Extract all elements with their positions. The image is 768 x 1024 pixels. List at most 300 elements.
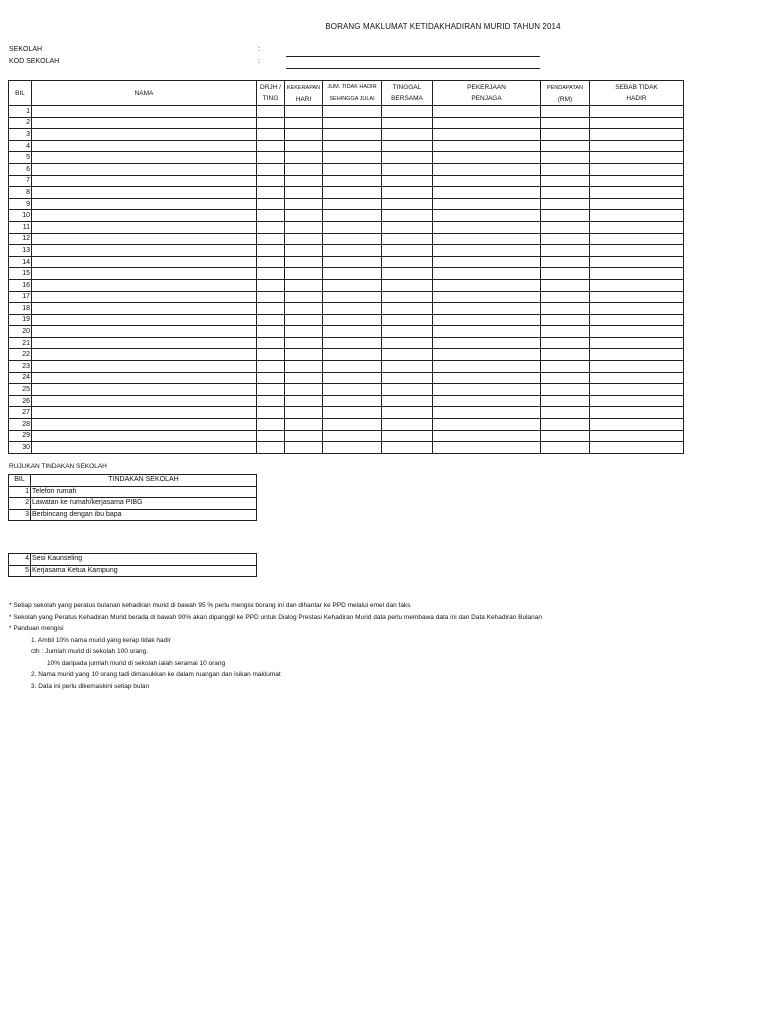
table-cell[interactable] [541,140,590,152]
table-cell[interactable] [590,268,684,280]
table-cell[interactable] [382,256,433,268]
table-cell[interactable] [382,221,433,233]
table-cell[interactable] [433,349,541,361]
table-cell[interactable] [257,152,285,164]
table-cell[interactable] [590,175,684,187]
table-cell[interactable] [285,140,323,152]
kod-sekolah-label: KOD SEKOLAH [9,58,60,65]
row-number: 2 [9,117,32,129]
table-cell[interactable] [285,210,323,222]
table-cell[interactable] [323,314,382,326]
table-cell[interactable] [433,129,541,141]
table-cell[interactable] [285,349,323,361]
row-number: 25 [9,384,32,396]
table-cell[interactable] [257,291,285,303]
table-cell[interactable] [382,245,433,257]
tindakan-header-text: TINDAKAN SEKOLAH [31,475,257,487]
table-cell[interactable] [433,279,541,291]
table-cell[interactable] [541,407,590,419]
table-cell[interactable] [32,152,257,164]
table-cell[interactable] [590,210,684,222]
table-cell[interactable] [590,291,684,303]
table-cell[interactable] [323,395,382,407]
table-cell[interactable] [32,129,257,141]
table-cell[interactable] [257,117,285,129]
table-cell[interactable] [382,395,433,407]
table-cell[interactable] [433,152,541,164]
table-cell[interactable] [257,349,285,361]
table-cell[interactable] [541,187,590,199]
row-number: 3 [9,129,32,141]
row-number: 14 [9,256,32,268]
table-cell[interactable] [285,314,323,326]
table-cell[interactable] [433,198,541,210]
table-row [9,117,684,129]
row-number: 29 [9,430,32,442]
table-cell[interactable] [257,395,285,407]
table-cell[interactable] [285,279,323,291]
table-cell[interactable] [590,163,684,175]
table-cell[interactable] [590,384,684,396]
table-cell[interactable] [257,279,285,291]
table-cell[interactable] [32,407,257,419]
table-cell[interactable] [323,384,382,396]
table-cell[interactable] [257,314,285,326]
table-cell[interactable] [382,279,433,291]
row-number: 21 [9,337,32,349]
table-cell[interactable] [323,303,382,315]
table-cell[interactable] [32,117,257,129]
table-cell[interactable] [257,384,285,396]
table-cell[interactable] [382,419,433,431]
kod-sekolah-field-line [286,68,540,69]
table-cell[interactable] [257,140,285,152]
table-cell[interactable] [257,198,285,210]
table-cell[interactable] [323,419,382,431]
table-cell[interactable] [32,187,257,199]
table-cell[interactable] [323,279,382,291]
table-cell[interactable] [541,291,590,303]
table-cell[interactable] [323,337,382,349]
table-cell[interactable] [323,442,382,454]
table-cell[interactable] [590,129,684,141]
table-cell[interactable] [382,384,433,396]
table-cell[interactable] [323,221,382,233]
tindakan-text: Kerjasama Ketua Kampung [31,565,257,577]
table-cell[interactable] [32,233,257,245]
table-cell[interactable] [32,314,257,326]
table-cell[interactable] [433,163,541,175]
table-cell[interactable] [590,303,684,315]
table-cell[interactable] [285,129,323,141]
table-cell[interactable] [382,140,433,152]
table-cell[interactable] [285,361,323,373]
table-cell[interactable] [541,384,590,396]
table-cell[interactable] [541,361,590,373]
header-drjh: DRJH / TING [257,81,285,106]
table-cell[interactable] [257,187,285,199]
table-cell[interactable] [285,372,323,384]
table-row [9,268,684,280]
table-cell[interactable] [382,268,433,280]
table-cell[interactable] [433,140,541,152]
table-cell[interactable] [323,361,382,373]
table-cell[interactable] [323,372,382,384]
table-row [9,175,684,187]
table-cell[interactable] [323,349,382,361]
table-cell[interactable] [541,349,590,361]
row-number: 20 [9,326,32,338]
table-cell[interactable] [382,407,433,419]
table-cell[interactable] [32,245,257,257]
table-cell[interactable] [433,337,541,349]
table-cell[interactable] [32,198,257,210]
table-cell[interactable] [285,268,323,280]
table-cell[interactable] [323,198,382,210]
table-cell[interactable] [433,419,541,431]
table-cell[interactable] [433,291,541,303]
table-cell[interactable] [285,430,323,442]
table-cell[interactable] [257,256,285,268]
table-cell[interactable] [541,314,590,326]
table-row [9,326,684,338]
table-cell[interactable] [541,395,590,407]
table-cell[interactable] [541,430,590,442]
table-row [9,256,684,268]
table-cell[interactable] [323,152,382,164]
table-cell[interactable] [285,303,323,315]
table-row [9,210,684,222]
table-cell[interactable] [433,303,541,315]
table-cell[interactable] [257,175,285,187]
table-cell[interactable] [323,291,382,303]
table-row [9,163,684,175]
tindakan-row [9,486,257,498]
notes-block [9,600,542,692]
table-cell[interactable] [323,163,382,175]
table-cell[interactable] [590,407,684,419]
table-cell[interactable] [541,442,590,454]
table-cell[interactable] [382,198,433,210]
table-cell[interactable] [433,233,541,245]
table-cell[interactable] [382,117,433,129]
table-cell[interactable] [433,221,541,233]
table-cell[interactable] [541,279,590,291]
table-cell[interactable] [382,163,433,175]
table-cell[interactable] [32,361,257,373]
table-cell[interactable] [590,372,684,384]
rujukan-title: RUJUKAN TINDAKAN SEKOLAH [9,463,107,470]
table-cell[interactable] [541,245,590,257]
table-cell[interactable] [32,268,257,280]
table-cell[interactable] [590,152,684,164]
table-cell[interactable] [257,442,285,454]
table-cell[interactable] [541,326,590,338]
table-cell[interactable] [323,106,382,118]
table-cell[interactable] [590,442,684,454]
table-cell[interactable] [590,337,684,349]
table-cell[interactable] [323,187,382,199]
table-cell[interactable] [382,430,433,442]
table-cell[interactable] [323,407,382,419]
table-cell[interactable] [541,163,590,175]
table-cell[interactable] [590,279,684,291]
table-cell[interactable] [32,326,257,338]
table-cell[interactable] [257,337,285,349]
table-row [9,372,684,384]
table-cell[interactable] [285,291,323,303]
table-cell[interactable] [323,430,382,442]
table-cell[interactable] [382,106,433,118]
table-cell[interactable] [382,349,433,361]
table-cell[interactable] [541,175,590,187]
table-cell[interactable] [323,268,382,280]
table-cell[interactable] [285,419,323,431]
table-cell[interactable] [541,106,590,118]
absence-table [8,80,684,454]
sekolah-field-line [286,56,540,57]
row-number: 18 [9,303,32,315]
table-cell[interactable] [32,430,257,442]
row-number: 9 [9,198,32,210]
table-cell[interactable] [285,326,323,338]
table-cell[interactable] [257,233,285,245]
row-number: 8 [9,187,32,199]
table-cell[interactable] [32,349,257,361]
table-cell[interactable] [257,430,285,442]
table-cell[interactable] [433,187,541,199]
table-cell[interactable] [32,256,257,268]
table-cell[interactable] [32,210,257,222]
table-cell[interactable] [382,129,433,141]
table-cell[interactable] [285,233,323,245]
table-cell[interactable] [590,245,684,257]
table-cell[interactable] [32,279,257,291]
table-cell[interactable] [590,430,684,442]
table-cell[interactable] [382,175,433,187]
table-cell[interactable] [433,117,541,129]
table-cell[interactable] [541,198,590,210]
table-row [9,395,684,407]
table-cell[interactable] [382,152,433,164]
table-cell[interactable] [590,419,684,431]
row-number: 6 [9,163,32,175]
table-cell[interactable] [285,221,323,233]
table-cell[interactable] [323,210,382,222]
table-cell[interactable] [32,384,257,396]
note-2: * Sekolah yang Peratus Kehadiran Murid berada di bawah 90% akan dipanggil ke PPD untuk Dialog Prestasi Kehadiran Murid data perlu membawa data ini dan Data Kehadiran Bulanan [9,613,542,621]
row-number: 24 [9,372,32,384]
tindakan-text: Telefon rumah [31,486,257,498]
table-cell[interactable] [590,117,684,129]
table-cell[interactable] [285,163,323,175]
table-cell[interactable] [323,117,382,129]
table-cell[interactable] [285,187,323,199]
row-number: 12 [9,233,32,245]
table-cell[interactable] [541,221,590,233]
table-cell[interactable] [541,268,590,280]
table-cell[interactable] [32,106,257,118]
table-cell[interactable] [32,163,257,175]
table-cell[interactable] [382,314,433,326]
table-cell[interactable] [590,106,684,118]
table-row [9,349,684,361]
table-cell[interactable] [257,326,285,338]
table-cell[interactable] [433,361,541,373]
table-cell[interactable] [32,419,257,431]
table-cell[interactable] [433,256,541,268]
table-cell[interactable] [323,256,382,268]
table-cell[interactable] [285,117,323,129]
note-step-1: 1. Ambil 10% nama murid yang kerap tidak hadir [31,636,171,644]
table-cell[interactable] [541,372,590,384]
table-cell[interactable] [285,384,323,396]
table-cell[interactable] [433,442,541,454]
table-cell[interactable] [285,337,323,349]
table-cell[interactable] [257,361,285,373]
table-cell[interactable] [433,384,541,396]
table-cell[interactable] [32,175,257,187]
table-cell[interactable] [323,245,382,257]
row-number: 13 [9,245,32,257]
row-number: 27 [9,407,32,419]
table-cell[interactable] [541,419,590,431]
table-cell[interactable] [541,117,590,129]
table-cell[interactable] [590,198,684,210]
note-step-2: 2. Nama murid yang 10 orang tadi dimasukkan ke dalam ruangan dan isikan maklumat [31,671,281,678]
table-cell[interactable] [382,337,433,349]
table-cell[interactable] [32,291,257,303]
table-cell[interactable] [323,233,382,245]
table-cell[interactable] [285,106,323,118]
table-cell[interactable] [323,326,382,338]
table-cell[interactable] [323,140,382,152]
table-cell[interactable] [257,268,285,280]
table-cell[interactable] [433,430,541,442]
table-cell[interactable] [257,106,285,118]
header-bil: BIL [9,81,32,106]
table-row [9,407,684,419]
table-cell[interactable] [433,326,541,338]
table-cell[interactable] [590,395,684,407]
table-cell[interactable] [433,106,541,118]
tindakan-table-a [8,474,257,521]
table-cell[interactable] [590,326,684,338]
table-cell[interactable] [32,337,257,349]
table-row [9,430,684,442]
table-cell[interactable] [382,233,433,245]
table-cell[interactable] [285,442,323,454]
table-cell[interactable] [590,256,684,268]
table-cell[interactable] [382,303,433,315]
table-cell[interactable] [541,129,590,141]
kod-sekolah-colon: : [258,58,260,65]
table-cell[interactable] [541,210,590,222]
table-cell[interactable] [257,129,285,141]
table-cell[interactable] [323,175,382,187]
header-kekerapan: KEKERAPAN HARI [285,81,323,106]
table-cell[interactable] [323,129,382,141]
tindakan-row [9,565,257,577]
table-cell[interactable] [433,210,541,222]
table-cell[interactable] [257,419,285,431]
table-cell[interactable] [285,407,323,419]
table-cell[interactable] [382,361,433,373]
tindakan-text: Berbincang dengan ibu bapa [31,509,257,521]
table-cell[interactable] [433,268,541,280]
table-cell[interactable] [433,245,541,257]
table-cell[interactable] [590,221,684,233]
row-number: 4 [9,140,32,152]
table-cell[interactable] [541,233,590,245]
table-cell[interactable] [285,245,323,257]
table-cell[interactable] [433,395,541,407]
table-cell[interactable] [257,303,285,315]
header-pendapatan: PENDAPATAN (RM) [541,81,590,106]
table-cell[interactable] [433,407,541,419]
table-cell[interactable] [590,314,684,326]
table-cell[interactable] [257,407,285,419]
table-cell[interactable] [285,198,323,210]
table-cell[interactable] [257,245,285,257]
table-cell[interactable] [433,314,541,326]
table-cell[interactable] [590,187,684,199]
header-nama: NAMA [32,81,257,106]
table-cell[interactable] [382,326,433,338]
table-cell[interactable] [433,175,541,187]
table-cell[interactable] [257,221,285,233]
sekolah-colon: : [258,46,260,53]
table-cell[interactable] [32,395,257,407]
table-cell[interactable] [257,163,285,175]
table-cell[interactable] [257,372,285,384]
table-cell[interactable] [590,140,684,152]
table-cell[interactable] [285,395,323,407]
table-cell[interactable] [285,256,323,268]
table-cell[interactable] [32,442,257,454]
table-cell[interactable] [590,233,684,245]
table-cell[interactable] [541,303,590,315]
table-cell[interactable] [32,303,257,315]
table-cell[interactable] [541,152,590,164]
table-cell[interactable] [433,372,541,384]
table-cell[interactable] [285,175,323,187]
table-cell[interactable] [32,372,257,384]
table-cell[interactable] [382,372,433,384]
table-row [9,303,684,315]
table-cell[interactable] [32,140,257,152]
table-cell[interactable] [32,221,257,233]
table-cell[interactable] [590,361,684,373]
sekolah-label: SEKOLAH [9,46,43,53]
tindakan-number: 2 [9,498,31,510]
table-cell[interactable] [382,187,433,199]
table-cell[interactable] [590,349,684,361]
tindakan-text: Sesi Kaunseling [31,554,257,566]
row-number: 1 [9,106,32,118]
table-cell[interactable] [257,210,285,222]
table-row [9,419,684,431]
table-row [9,152,684,164]
table-row [9,187,684,199]
table-cell[interactable] [382,291,433,303]
row-number: 22 [9,349,32,361]
table-cell[interactable] [382,442,433,454]
table-cell[interactable] [541,337,590,349]
table-cell[interactable] [541,256,590,268]
table-cell[interactable] [382,210,433,222]
table-cell[interactable] [285,152,323,164]
